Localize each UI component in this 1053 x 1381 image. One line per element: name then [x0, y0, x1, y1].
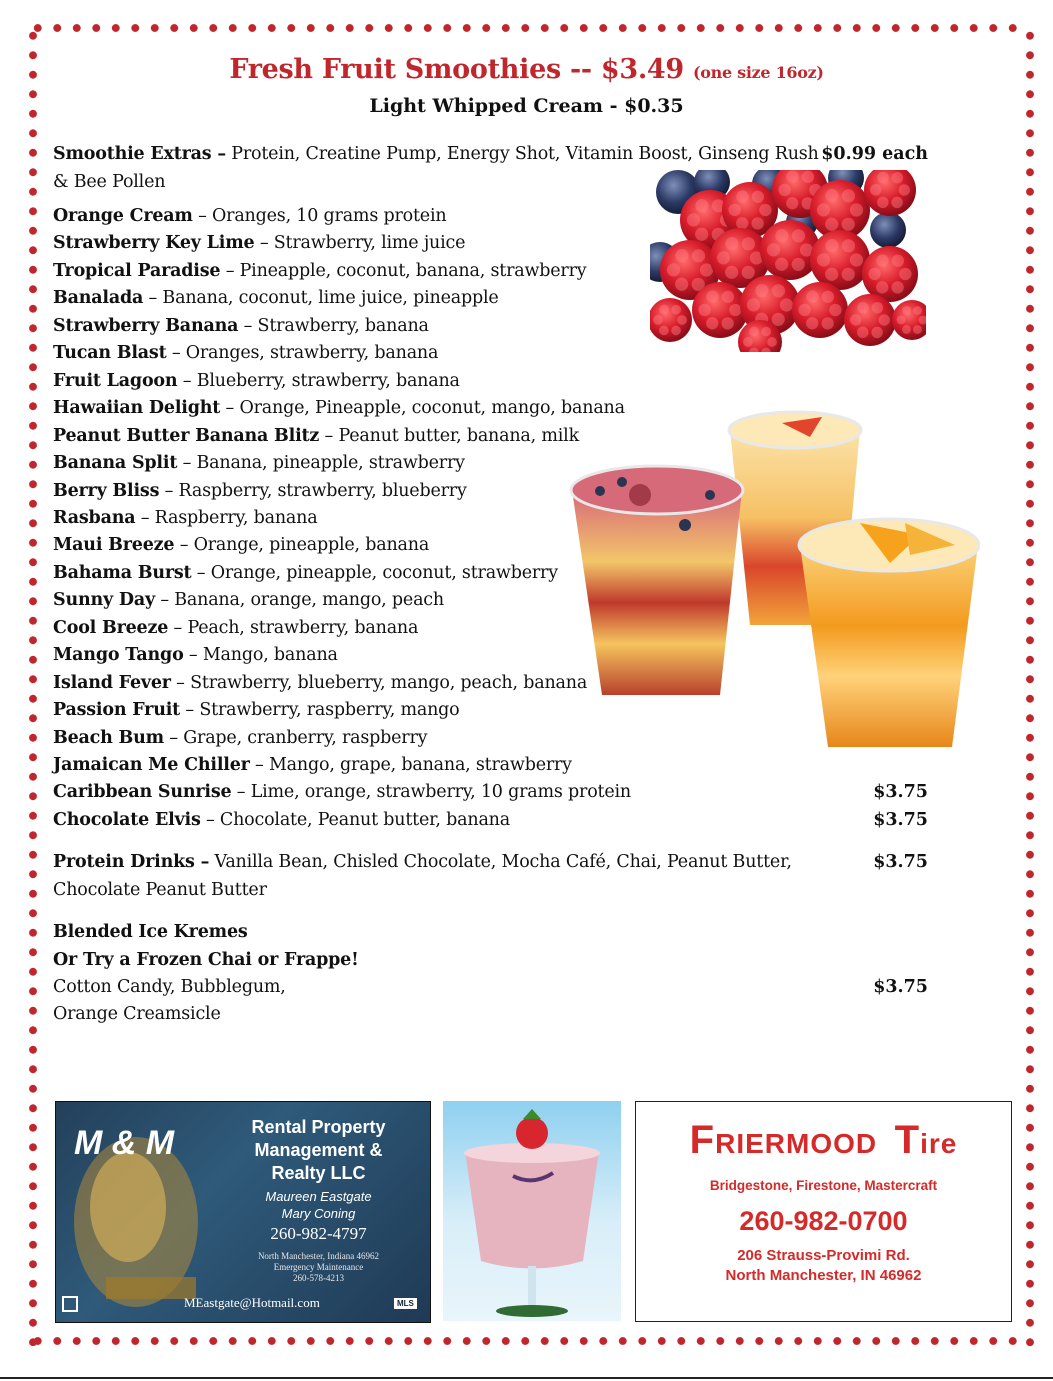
smoothie-name: Chocolate Elvis — [53, 809, 201, 830]
kremes-subtitle: Or Try a Frozen Chai or Frappe! — [53, 950, 359, 970]
smoothie-item — [53, 562, 558, 584]
smoothie-item — [53, 205, 446, 227]
tire-name: FRIERMOOD Tire — [689, 1118, 958, 1162]
smoothie-ingredients: – Peach, strawberry, banana — [168, 617, 419, 638]
page-bottom-rule — [0, 1377, 1053, 1379]
tire-brands: Bridgestone, Firestone, Mastercraft — [709, 1178, 938, 1193]
mm-realty-ad — [55, 1101, 431, 1323]
smoothie-extras — [53, 143, 819, 165]
kremes-flavors-1: Cotton Candy, Bubblegum, — [53, 977, 286, 997]
smoothie-glass-photo — [443, 1101, 621, 1321]
smoothie-item — [53, 397, 625, 419]
smoothie-name: Orange Cream — [53, 206, 193, 226]
smoothie-name: Passion Fruit — [53, 700, 181, 721]
smoothie-ingredients: – Banana, orange, mango, peach — [154, 590, 444, 611]
friermood-tire-ad — [635, 1101, 1012, 1322]
border-dots-left — [28, 26, 38, 1346]
title-size-note: (one size 16oz) — [693, 63, 824, 82]
smoothie-item — [53, 589, 444, 611]
smoothie-name: Caribbean Sunrise — [53, 782, 232, 803]
tire-address2: North Manchester, IN 46962 — [725, 1267, 922, 1284]
protein-desc: Vanilla Bean, Chisled Chocolate, Mocha Café, Chai, Peanut Butter, — [209, 852, 792, 872]
smoothie-item — [53, 287, 499, 309]
tire-phone: 260-982-0700 — [739, 1206, 908, 1236]
smoothie-name: Strawberry Key Lime — [53, 233, 255, 254]
extras-desc: Protein, Creatine Pump, Energy Shot, Vitamin Boost, Ginseng Rush — [225, 144, 819, 164]
smoothie-name: Island Fever — [53, 672, 171, 693]
title-text: Fresh Fruit Smoothies -- $3.49 — [229, 54, 684, 85]
smoothie-ingredients: – Strawberry, banana — [238, 315, 429, 336]
smoothie-ingredients: – Peanut butter, banana, milk — [319, 425, 579, 446]
smoothie-item — [53, 507, 317, 529]
mm-logo: M & M — [74, 1124, 175, 1162]
mm-line2: Management & — [254, 1140, 383, 1160]
smoothie-name: Sunny Day — [53, 590, 155, 611]
mm-phone: 260-982-4797 — [270, 1224, 367, 1243]
smoothie-item — [53, 342, 438, 364]
smoothie-item — [53, 315, 429, 337]
mm-small2: Emergency Maintenance — [273, 1262, 364, 1272]
page-title — [0, 54, 1053, 85]
smoothie-name: Beach Bum — [53, 727, 164, 748]
smoothie-name: Fruit Lagoon — [53, 370, 178, 391]
mls-badge: MLS — [394, 1298, 417, 1309]
mm-small3: 260-578-4213 — [293, 1273, 344, 1283]
smoothie-item — [53, 617, 418, 639]
smoothie-ingredients: – Raspberry, banana — [135, 507, 318, 528]
smoothie-name: Banana Split — [53, 453, 178, 473]
berries-photo — [650, 170, 926, 352]
tire-address1: 206 Strauss-Provimi Rd. — [737, 1247, 910, 1264]
smoothie-ingredients: – Banana, coconut, lime juice, pineapple — [143, 288, 499, 309]
mm-line1: Rental Property — [251, 1117, 386, 1137]
smoothie-name: Jamaican Me Chiller — [53, 755, 250, 775]
smoothie-name: Banalada — [53, 288, 144, 309]
smoothie-item — [53, 232, 465, 254]
extras-desc-continued: & Bee Pollen — [53, 172, 166, 192]
mm-contact1: Maureen Eastgate — [265, 1189, 372, 1204]
smoothie-name: Peanut Butter Banana Blitz — [53, 425, 320, 446]
mm-small1: North Manchester, Indiana 46962 — [257, 1251, 380, 1261]
smoothie-ingredients: – Oranges, 10 grams protein — [192, 206, 447, 226]
protein-desc-continued: Chocolate Peanut Butter — [53, 880, 267, 900]
smoothie-ingredients: – Orange, Pineapple, coconut, mango, banana — [220, 398, 625, 419]
smoothie-name: Berry Bliss — [53, 480, 160, 501]
smoothie-name: Tucan Blast — [53, 343, 167, 364]
smoothie-ingredients: – Banana, pineapple, strawberry — [177, 453, 465, 473]
smoothie-ingredients: – Oranges, strawberry, banana — [166, 343, 439, 364]
mm-line3: Realty LLC — [271, 1163, 366, 1183]
smoothie-item — [53, 644, 338, 666]
kremes-price: $3.75 — [873, 977, 928, 997]
smoothie-name: Rasbana — [53, 507, 136, 528]
smoothie-item — [53, 452, 465, 474]
smoothie-item — [53, 699, 460, 721]
smoothie-name: Bahama Burst — [53, 562, 192, 583]
smoothie-item — [53, 370, 460, 392]
smoothie-item — [53, 425, 579, 447]
smoothie-ingredients: – Raspberry, strawberry, blueberry — [159, 480, 467, 501]
smoothie-name: Mango Tango — [53, 645, 184, 666]
smoothie-item — [53, 260, 586, 282]
border-dots-top — [28, 23, 1028, 33]
smoothie-ingredients: – Strawberry, raspberry, mango — [180, 700, 460, 721]
border-dots-right — [1025, 26, 1035, 1346]
smoothie-item — [53, 781, 631, 803]
equal-housing-icon — [62, 1296, 78, 1312]
smoothie-cups-photo — [560, 395, 980, 760]
protein-price: $3.75 — [873, 852, 928, 872]
smoothie-item — [53, 754, 572, 776]
border-dots-bottom — [28, 1336, 1028, 1346]
protein-drinks — [53, 851, 792, 873]
smoothie-ingredients: – Strawberry, lime juice — [254, 233, 466, 254]
smoothie-ingredients: – Orange, pineapple, coconut, strawberry — [191, 562, 558, 583]
mm-contact2: Mary Coning — [281, 1206, 356, 1221]
extras-label: Smoothie Extras – — [53, 144, 226, 164]
smoothie-ingredients: – Mango, banana — [183, 645, 338, 666]
smoothie-ingredients: – Strawberry, blueberry, mango, peach, banana — [170, 672, 588, 693]
smoothie-ingredients: – Grape, cranberry, raspberry — [163, 727, 428, 748]
mm-email: MEastgate@Hotmail.com — [184, 1295, 320, 1310]
smoothie-name: Strawberry Banana — [53, 315, 239, 336]
smoothie-item — [53, 480, 467, 502]
smoothie-price: $3.75 — [873, 809, 928, 830]
smoothie-item — [53, 809, 510, 831]
smoothie-ingredients: – Blueberry, strawberry, banana — [177, 370, 460, 391]
smoothie-item — [53, 534, 429, 556]
whipped-cream-line: Light Whipped Cream - $0.35 — [369, 95, 684, 117]
smoothie-ingredients: – Pineapple, coconut, banana, strawberry — [220, 260, 587, 281]
protein-label: Protein Drinks – — [53, 852, 210, 872]
smoothie-name: Hawaiian Delight — [53, 398, 221, 419]
smoothie-item — [53, 672, 587, 694]
smoothie-price: $3.75 — [873, 782, 928, 803]
smoothie-ingredients: – Chocolate, Peanut butter, banana — [200, 809, 510, 830]
smoothie-ingredients: – Lime, orange, strawberry, 10 grams protein — [231, 782, 631, 803]
extras-price: $0.99 each — [821, 144, 928, 164]
smoothie-name: Tropical Paradise — [53, 260, 221, 281]
smoothie-name: Maui Breeze — [53, 535, 175, 556]
kremes-flavors-2: Orange Creamsicle — [53, 1004, 221, 1024]
smoothie-name: Cool Breeze — [53, 617, 169, 638]
smoothie-ingredients: – Mango, grape, banana, strawberry — [249, 755, 572, 775]
smoothie-ingredients: – Orange, pineapple, banana — [174, 535, 430, 556]
kremes-title: Blended Ice Kremes — [53, 922, 248, 942]
smoothie-item — [53, 727, 427, 749]
